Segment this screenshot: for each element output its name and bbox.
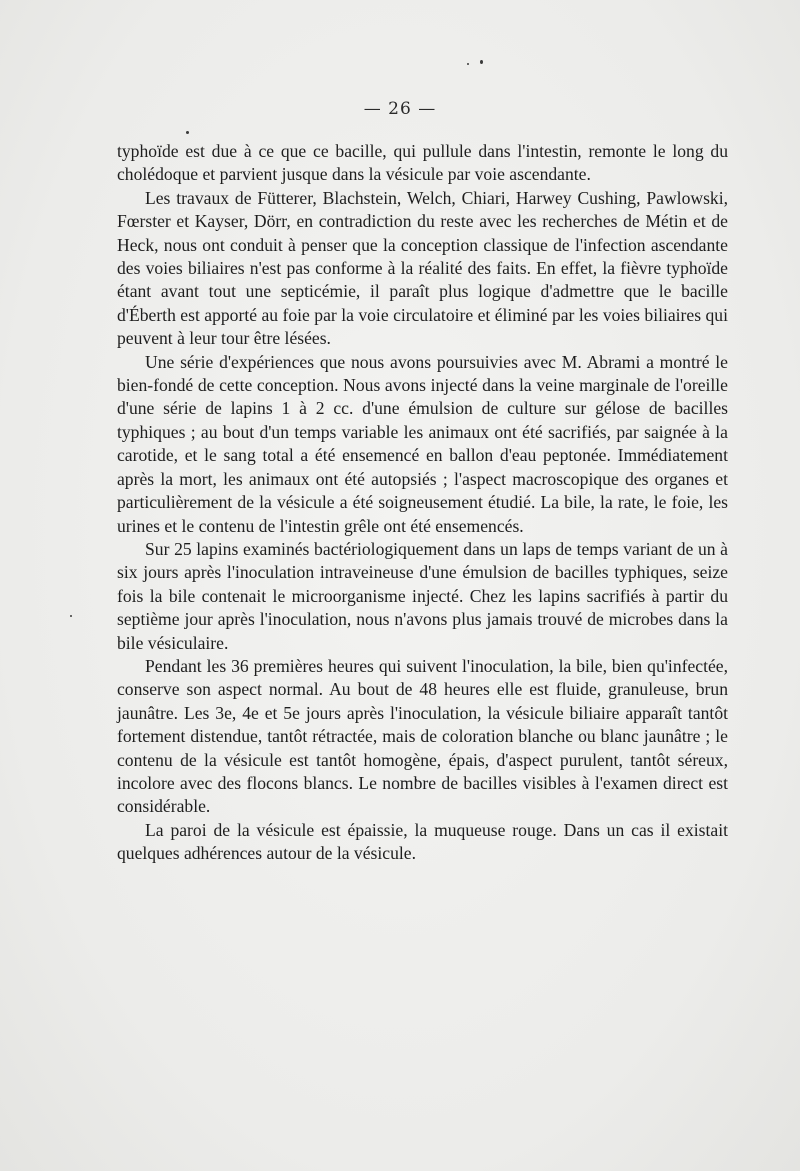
- paragraph-2: Les travaux de Fütterer, Blachstein, Welch, Chiari, Harwey Cushing, Pawlowski, Fœrster et Kayser, Dörr, en contradiction du reste avec les recherches de Métin et de Heck, nous ont conduit à penser que la conception classique de l'infection ascendante des voies biliaires n'est pas conforme à la réalité des faits. En effet, la fièvre typhoïde étant avant tout une septicémie, il paraît plus logique d'admettre que le bacille d'Éberth est apporté au foie par la voie circulatoire et éliminé par les voies biliaires qui peuvent à leur tour être lésées.: [117, 187, 728, 349]
- paragraph-4: Sur 25 lapins examinés bactériologiquement dans un laps de temps variant de un à six jours après l'inoculation intraveineuse d'une émulsion de bacilles typhiques, seize fois la bile contenait le microorganisme injecté. Chez les lapins sacrifiés à partir du septième jour après l'inoculation, nous n'avons plus jamais trouvé de microbes dans la bile vésiculaire.: [117, 538, 728, 653]
- paragraph-1: typhoïde est due à ce que ce bacille, qui pullule dans l'intestin, remonte le long du cholédoque et parvient jusque dans la vésicule par voie ascendante.: [117, 141, 728, 185]
- print-speck: [186, 131, 189, 134]
- print-speck: [70, 615, 72, 617]
- page-number: — 26 —: [363, 99, 437, 119]
- print-speck: [467, 63, 469, 65]
- print-speck: [480, 60, 483, 64]
- body-text: [117, 140, 728, 866]
- paragraph-5: Pendant les 36 premières heures qui suivent l'inoculation, la bile, bien qu'infectée, conserve son aspect normal. Au bout de 48 heures elle est fluide, granuleuse, brun jaunâtre. Les 3e, 4e et 5e jours après l'inoculation, la vésicule biliaire apparaît tantôt fortement distendue, tantôt rétractée, mais de coloration blanche ou blanc jaunâtre ; le contenu de la vésicule est tantôt homogène, épais, d'aspect purulent, tantôt séreux, incolore avec des flocons blancs. Le nombre de bacilles visibles à l'examen direct est considérable.: [117, 655, 728, 817]
- paragraph-6: La paroi de la vésicule est épaissie, la muqueuse rouge. Dans un cas il existait quelques adhérences autour de la vésicule.: [117, 819, 728, 864]
- paragraph-3: Une série d'expériences que nous avons poursuivies avec M. Abrami a montré le bien-fondé de cette conception. Nous avons injecté dans la veine marginale de l'oreille d'une série de lapins 1 à 2 cc. d'une émulsion de culture sur gélose de bacilles typhiques ; au bout d'un temps variable les animaux ont été sacrifiés, par saignée à la carotide, et le sang total a été ensemencé en ballon d'eau peptonée. Immédiatement après la mort, les animaux ont été autopsiés ; l'aspect macroscopique des organes et particulièrement de la vésicule a été soigneusement étudié. La bile, la rate, le foie, les urines et le contenu de l'intestin grêle ont été ensemencés.: [117, 351, 728, 536]
